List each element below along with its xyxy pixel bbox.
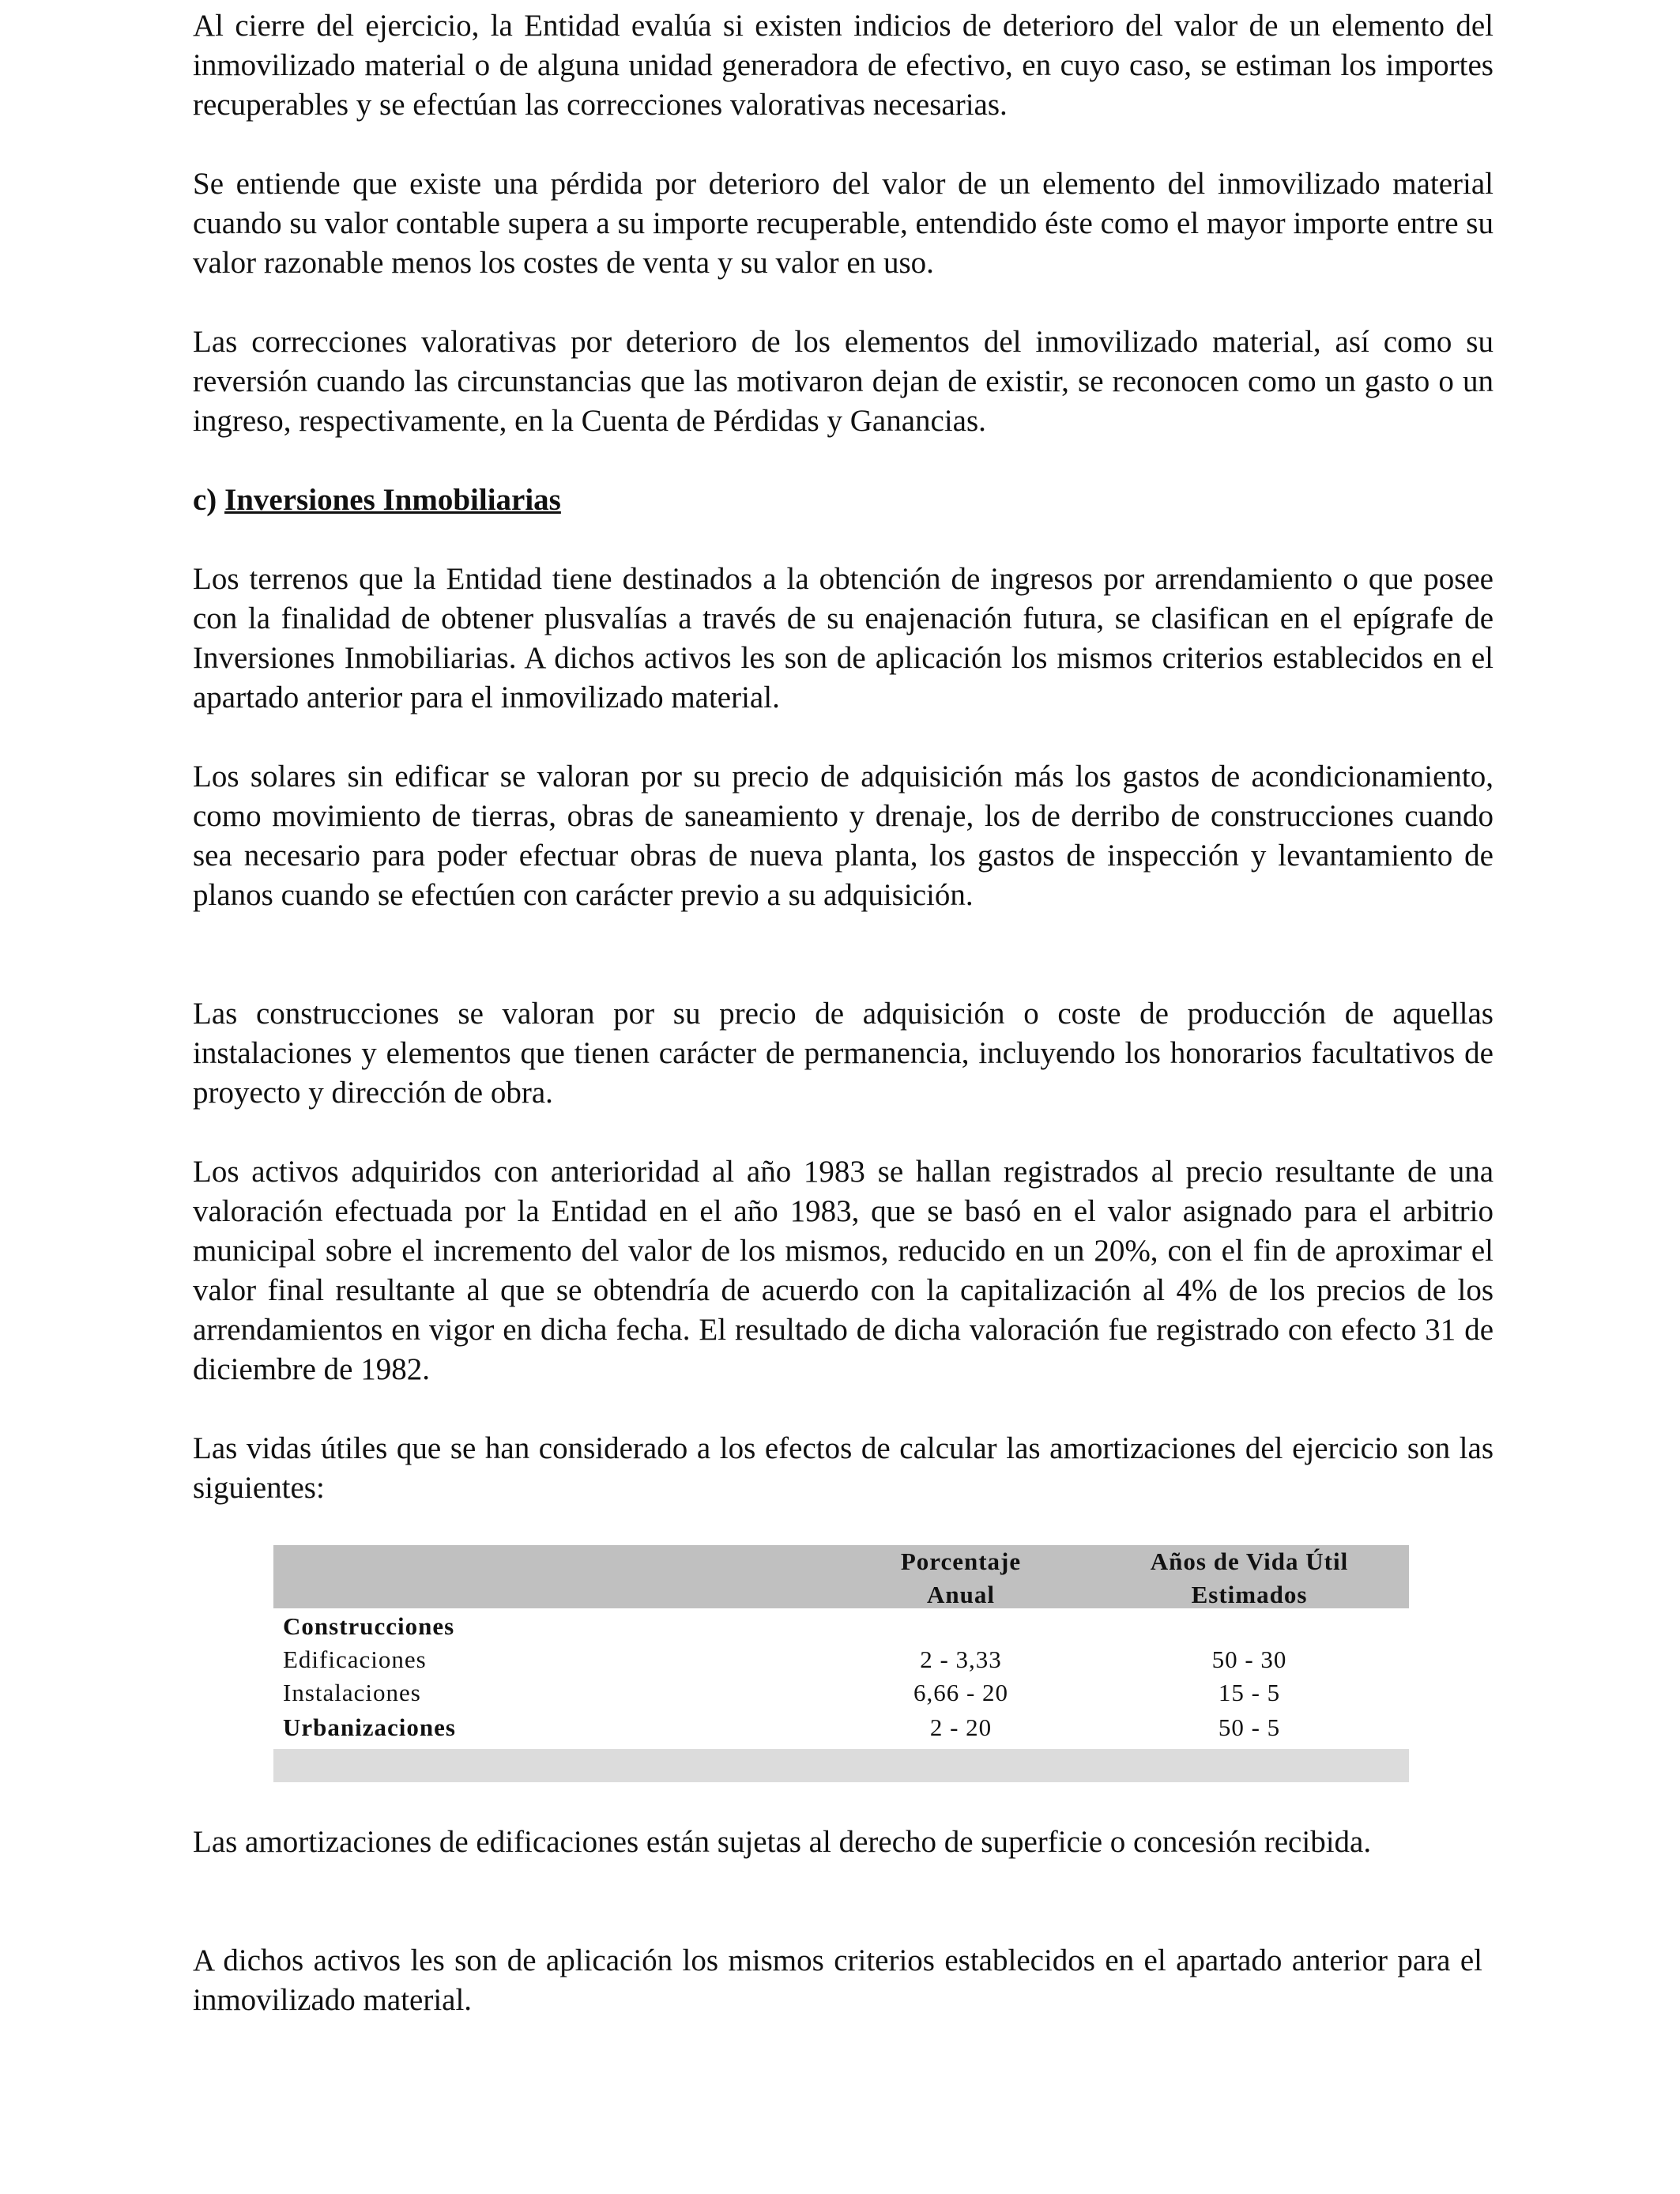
row-label: Instalaciones [283,1679,421,1706]
row-years: 50 - 5 [1218,1713,1281,1741]
row-percentage: 2 - 3,33 [920,1646,1002,1673]
paragraph-useful-lives-intro: Las vidas útiles que se han considerado a los efectos de calcular las amortizaciones del ejercicio son las siguientes: [193,1431,1494,1505]
row-label: Construcciones [283,1612,455,1640]
row-percentage: 2 - 20 [929,1713,993,1741]
paragraph-impairment-evaluation: Al cierre del ejercicio, la Entidad evalúa si existen indicios de deterioro del valor de un elemento del inmovilizado material o de alguna unidad generadora de efectivo, en cuyo caso, se estiman los importes recuperables y se efectúan las correcciones valorativas necesarias. [193,9,1494,122]
section-heading-title: Inversiones Inmobiliarias [224,483,561,517]
row-years: 15 - 5 [1218,1679,1281,1706]
paragraph-same-criteria: A dichos activos les son de aplicación los mismos criterios establecidos en el apartado anterior para el inmovilizado material. [193,1943,1482,2017]
table-footer-band [273,1749,1409,1782]
table-row [273,1676,1409,1710]
header-useful-life-years [1119,1545,1380,1612]
paragraph-impairment-corrections: Las correcciones valorativas por deterioro de los elementos del inmovilizado material, así como su reversión cuando las circunstancias que las motivaron dejan de existir, se reconocen como un gasto o un ingreso, respectivamente, en la Cuenta de Pérdidas y Ganancias. [193,325,1494,438]
paragraph-building-amortization: Las amortizaciones de edificaciones están sujetas al derecho de superficie o concesión recibida. [193,1825,1372,1859]
header-pct-line2: Anual [927,1581,995,1608]
table-row [273,1610,1409,1643]
paragraph-land-classification: Los terrenos que la Entidad tiene destinados a la obtención de ingresos por arrendamiento o que posee con la finalidad de obtener plusvalías a través de su enajenación futura, se clasifican en el epígrafe de Inversiones Inmobiliarias. A dichos activos les son de aplicación los mismos criterios establecidos en el apartado anterior para el inmovilizado material. [193,562,1494,714]
paragraph-impairment-loss-definition: Se entiende que existe una pérdida por deterioro del valor de un elemento del inmovilizado material cuando su valor contable supera a su importe recuperable, entendido éste como el mayor importe entre su valor razonable menos los costes de venta y su valor en uso. [193,167,1494,280]
paragraph-undeveloped-plots: Los solares sin edificar se valoran por su precio de adquisición más los gastos de acondicionamiento, como movimiento de tierras, obras de saneamiento y drenaje, los de derribo de construcciones cuando sea necesario para poder efectuar obras de nueva planta, los gastos de inspección y levantamiento de planos cuando se efectúen con carácter previo a su adquisición. [193,760,1494,912]
table-row [273,1643,1409,1676]
paragraph-constructions-valuation: Las construcciones se valoran por su precio de adquisición o coste de producción de aquellas instalaciones y elementos que tienen carácter de permanencia, incluyendo los honorarios facultativos de proyecto y dirección de obra. [193,997,1494,1110]
row-label: Edificaciones [283,1646,427,1673]
paragraph-pre-1983-assets: Los activos adquiridos con anterioridad al año 1983 se hallan registrados al precio resultante de una valoración efectuada por la Entidad en el año 1983, que se basó en el valor asignado para el arbitrio municipal sobre el incremento del valor de los mismos, reducido en un 20%, con el fin de aproximar el valor final resultante al que se obtendría de acuerdo con la capitalización al 4% de los precios de los arrendamientos en vigor en dicha fecha. El resultado de dicha valoración fue registrado con efecto 31 de diciembre de 1982. [193,1155,1494,1386]
header-pct-line1: Porcentaje [900,1547,1022,1575]
section-heading [193,481,561,520]
header-years-line1: Años de Vida Útil [1150,1547,1349,1575]
useful-lives-table [273,1545,1409,1782]
header-years-line2: Estimados [1191,1581,1308,1608]
header-annual-percentage [842,1545,1079,1612]
table-row [273,1711,1409,1744]
section-heading-prefix: c) [193,483,225,517]
row-years: 50 - 30 [1211,1646,1287,1673]
row-label: Urbanizaciones [283,1713,456,1741]
row-percentage: 6,66 - 20 [913,1679,1009,1706]
table-header [273,1545,1409,1608]
